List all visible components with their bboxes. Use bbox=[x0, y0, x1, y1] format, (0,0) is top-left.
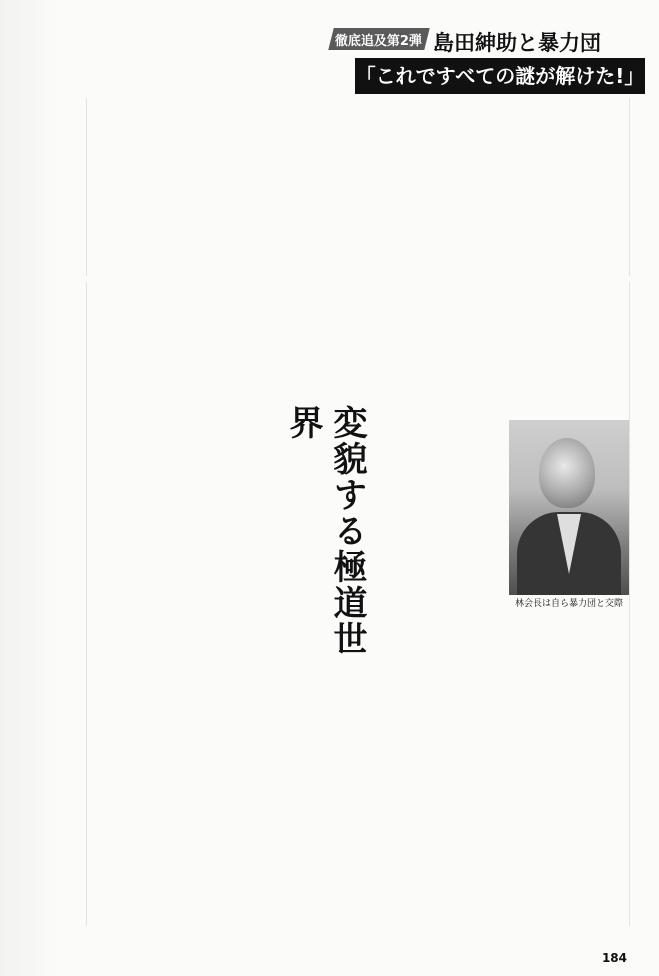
portrait-head-shape bbox=[539, 438, 595, 508]
headline-quote: 「これですべての謎が解けた!」 bbox=[355, 58, 645, 94]
headline-primary: 島田紳助と暴力団 bbox=[433, 31, 601, 55]
section-title: 変貌する極道世界 bbox=[325, 405, 369, 667]
portrait-photo bbox=[509, 420, 629, 595]
page-number: 184 bbox=[601, 951, 627, 965]
photo-caption: 林会長は自ら暴力団と交際 bbox=[514, 599, 623, 609]
series-tag: 徹底追及第2弾 bbox=[328, 28, 429, 50]
facing-page-bleed bbox=[0, 0, 60, 976]
body-column-top-placeholder bbox=[86, 98, 630, 276]
